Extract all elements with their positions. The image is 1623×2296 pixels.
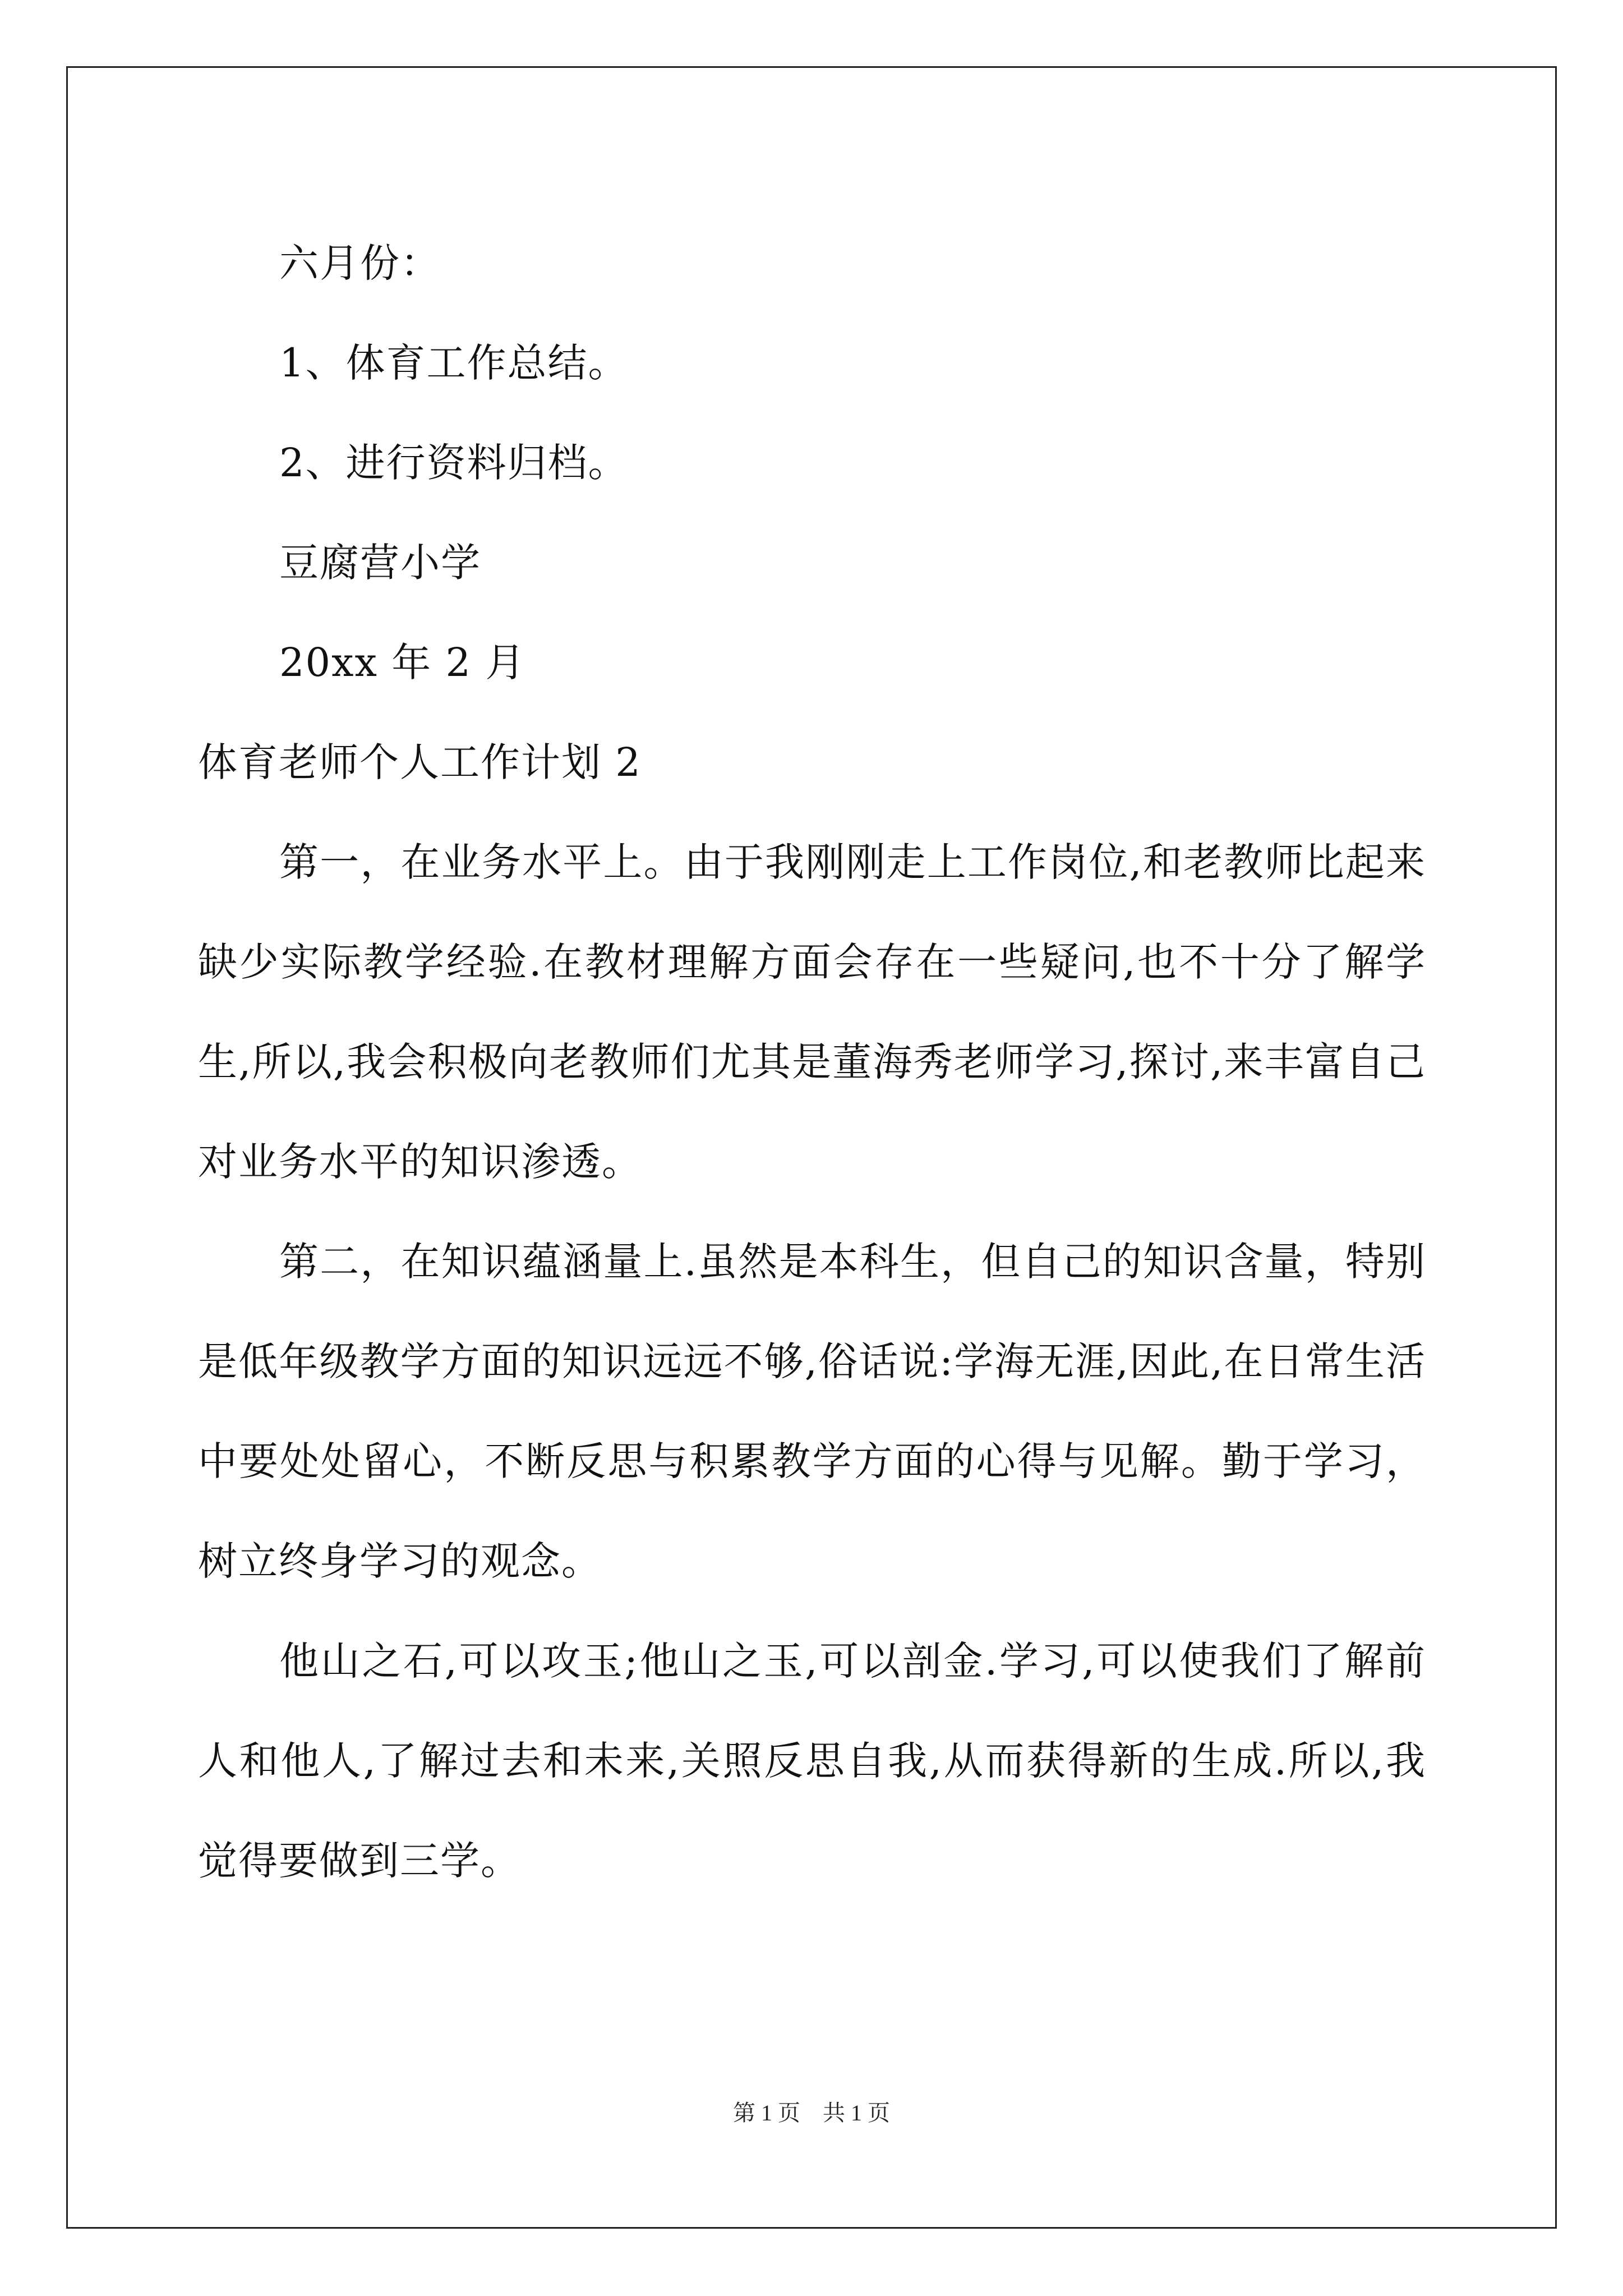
- document-date: 20xx 年 2 月: [279, 639, 526, 685]
- section-title: 体育老师个人工作计划 2: [198, 739, 642, 785]
- paragraph-1: 第一，在业务水平上。由于我刚刚走上工作岗位,和老教师比起来缺少实际教学经验.在教材理解方面会存在一些疑问,也不十分了解学生,所以,我会积极向老教师们尤其是董海秀老师学习,探讨,来丰富自己对业务水平的知识渗透。: [198, 839, 1426, 1185]
- school-name: 豆腐营小学: [279, 540, 481, 586]
- list-item-2: 2、进行资料归档。: [279, 440, 629, 486]
- month-heading: 六月份：: [279, 240, 441, 286]
- paragraph-3: 他山之石,可以攻玉;他山之玉,可以剖金.学习,可以使我们了解前人和他人,了解过去和未来,关照反思自我,从而获得新的生成.所以,我觉得要做到三学。: [198, 1638, 1426, 1884]
- paragraph-2: 第二，在知识蕴涵量上.虽然是本科生，但自己的知识含量，特别是低年级教学方面的知识远远不够,俗话说:学海无涯,因此,在日常生活中要处处留心，不断反思与积累教学方面的心得与见解。勤于学习，树立终身学习的观念。: [198, 1239, 1426, 1584]
- list-item-1: 1、体育工作总结。: [279, 340, 629, 386]
- document-body: [198, 213, 1426, 1911]
- page-footer: 第 1 页 共 1 页: [733, 2100, 890, 2125]
